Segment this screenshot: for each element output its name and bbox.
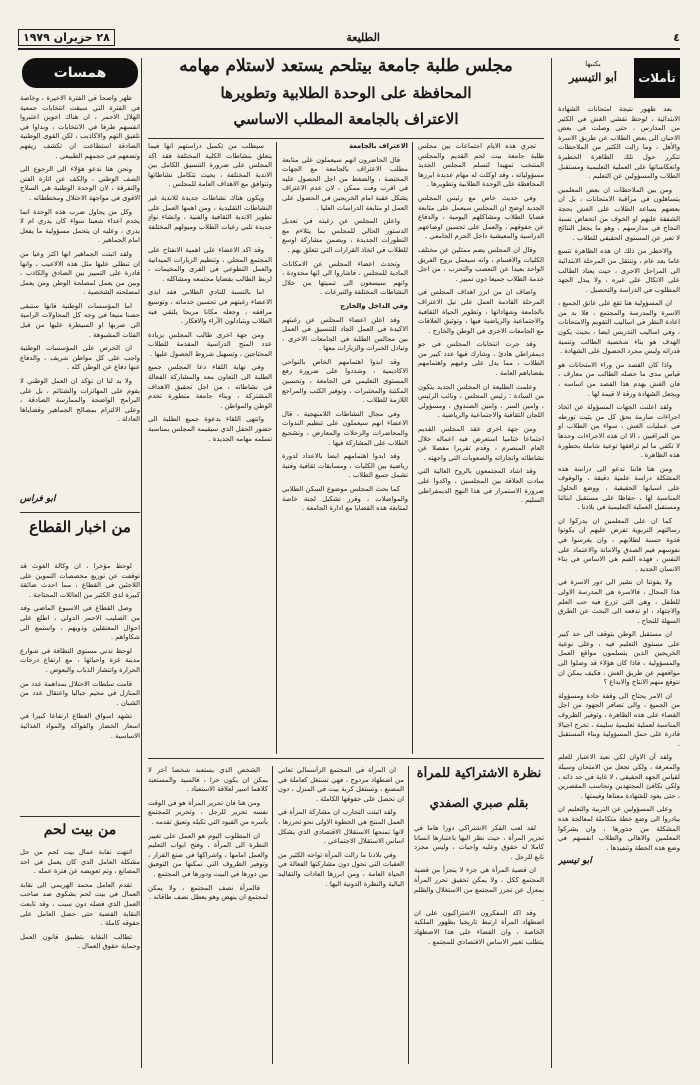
issue-date: ٢٨ حزيران ١٩٧٩: [18, 29, 115, 46]
main-subheadline-1: المحافظة على الوحدة الطلابية وتطويرها: [220, 84, 472, 102]
paragraph: فالمرأة نصف المجتمع ، ولا يمكن لمجتمع ان ينهض وهو يعطل نصف طاقاته .: [148, 883, 268, 902]
paragraph: وقد اشاد المجتمعون بالروح العالية التي سادت العلاقة بين المجلسين ، واكدوا على ضرورة الاستمرار في هذا النهج الديمقراطي السليم .: [418, 467, 544, 505]
paragraph: ويكون هناك نشاطات جديدة للاندية غير النشاطات التقليدية ، ومن اهمها العمل على تطوير الاندية الثقافية والفنية ، وانشاء نوادٍ جديدة تلبي رغبات الطلاب وميولهم المختلفة .: [148, 193, 272, 241]
author-label: يكتبها: [585, 60, 601, 68]
main-article-column-3: [148, 142, 272, 754]
news-item: وصل القطاع في الاسبوع الماضي وفد من الصليب الاحمر الدولي ، اطلع على احوال المعتقلين وذويهم ، واستمع الى شكاواهم .: [20, 604, 140, 642]
paragraph: وكل من يحاول ضرب هذه الوحدة انما يخدم اعداء شعبنا سواء كان يدري ام لا يدري ، وعليه ان يتحمل مسؤولية ما يفعل امام الجماهير .: [20, 207, 140, 245]
paragraph: ومن هنا فاننا ندعو الى دراسة هذه المشكلة دراسة علمية دقيقة ، والوقوف على اسبابها الحقيقية ، ووضع الحلول المناسبة لها ، حفاظا على مستقبل ابنائنا ومستقبل العملية التعليمية في بلادنا .: [558, 464, 680, 512]
page-number: ٤: [673, 31, 680, 44]
main-headline: مجلس طلبة جامعة بيتلحم يستعد لاستلام مهامه: [179, 56, 513, 76]
paragraph: ان الامر يحتاج الى وقفة جادة ومسؤولة من الجميع ، والى تضافر الجهود من اجل القضاء على هذه الظاهرة ، وتوفير الظروف المناسبة لعملية تعليمية سليمة ، تخرج اجيالا قادرة على حمل المسؤولية وبناء المستقبل .: [558, 691, 680, 748]
paragraph: ان الحرص على المؤسسات الوطنية واجب على كل مواطن شريف ، والدفاع عنها دفاع عن الوطن كله .: [20, 344, 140, 372]
main-article-column-2: [282, 142, 408, 754]
paragraph: سيطلب من تكميل دراستهم انها فيما يتعلق بنشاطات الكلية المختلفة فقد اكد المجلس على ضرورة التنسيق الكامل بين الاندية المختلفة ، بحيث تتكامل نشاطاتها وتتوافق مع الاهداف العامة للمجلس .: [148, 142, 272, 189]
bethlehem-news-list: [20, 848, 140, 1064]
paragraph: واضاف ان من ابرز اهداف المجلس في المرحلة القادمة العمل على نيل الاعتراف بالجامعة وشهاداتها ، وتطوير الحياة الثقافية والاجتماعية والرياضية فيها ، وتوثيق العلاقات مع الجامعات الاخرى في الوطن والخارج .: [418, 288, 544, 335]
paragraph: وانتهى اللقاء بدعوة جميع الطلبة الى حضور الحفل الذي سيقيمه المجلس بمناسبة تسلمه مهامه الجديدة .: [148, 415, 272, 443]
paragraph: وفي بلادنا ما زالت المرأة تواجه الكثير من العقبات التي تحول دون مشاركتها الفعالة في الحياة العامة ، ومن ابرزها العادات والتقاليد البالية والنظرة الدونية اليها .: [278, 850, 404, 888]
paragraph: وفي حديث خاص مع رئيس المجلس الجديد اوضح ان المجلس سيعمل على متابعة قضايا الطلاب ومشاكلهم اليومية ، والدفاع عن حقوقهم ، والعمل على تحسين اوضاعهم الدراسية والمعيشية داخل الحرم الجامعي .: [418, 193, 544, 241]
column-divider: [272, 766, 273, 1064]
article-separator: [148, 758, 544, 759]
gaza-news-title: من اخبار القطاع: [29, 518, 131, 536]
column-divider: [551, 58, 552, 1068]
left-column-signature: ابو فراس: [20, 494, 56, 504]
paragraph: ان المطلوب اليوم هو العمل على تغيير النظرة الى المرأة ، وفتح ابواب التعليم والعمل امامها ، واشراكها في صنع القرار ، وتوفير الظروف التي تمكنها من التوفيق بين دورها في البيت ودورها في المجتمع .: [148, 831, 268, 878]
women-article-byline: بقلم صبري الصفدي: [429, 796, 529, 810]
paragraph: ولقد اثبتت الجماهير انها اكثر وعيا من ان تنطلي عليها مثل هذه الالاعيب ، وانها قادرة على التمييز بين الصادق والكاذب ، وبين من يعمل لمصلحة الوطن ومن يعمل لمصلحته الشخصية .: [20, 249, 140, 297]
paragraph: ان المرأة في المجتمع الرأسمالي تعاني من اضطهاد مزدوج ، فهي تستغل كعاملة في المصنع ، وتستغل كربة بيت في المنزل ، دون ان تحصل على حقوقها الكاملة .: [278, 766, 404, 803]
right-column-text: [558, 105, 680, 1065]
paragraph: كما بحث المجلس موضوع السكن الطلابي والمواصلات ، وقرر تشكيل لجنة خاصة لمتابعة هذه القضايا مع ادارة الجامعة .: [282, 485, 408, 513]
paragraph: ومن جهة اخرى طالب المجلس بزيادة عدد المنح الدراسية المقدمة للطلاب المحتاجين ، وتسهيل شروط الحصول عليها .: [148, 330, 272, 358]
section-rule: [20, 512, 140, 513]
paragraph: وقد ابدوا اهتمامهم الخاص بالنواحي الاكاديمية ، وشددوا على ضرورة رفع المستوى التعليمي في الجامعة ، وتحسين المكتبة والمختبرات ، وتوفير الكتب والمراجع اللازمة للطلاب .: [282, 357, 408, 405]
paragraph: بعد ظهور نتيجة امتحانات الشهادة الابتدائية ، لوحظ تفشي الغش في الكثير من المدارس ، حتى وصلت في بعض الاحيان الى بعض الطلاب عن طريق الاسرة والأهل ، وما زالت الكثير من الملاحظات تتكرر حول تلك الظاهرة الخطيرة وانعكاساتها على العملية التعليمية ومستقبل الطلاب والمسؤولين عن التعليم .: [558, 105, 680, 181]
column-logo-word: تأملات: [634, 58, 680, 98]
paragraph: ومن بين الملاحظات ان بعض المعلمين يتساهلون في مراقبة الامتحانات ، بل ان بعضهم يساعد الطلاب على الغش بحجة الشفقة عليهم او الخوف من انخفاض نسبة النجاح في مدارسهم ، وهو ما يجعل النتائج لا تعبر عن المستوى الحقيقي للطلاب .: [558, 185, 680, 242]
right-column-signature: ابو تيسير: [558, 856, 592, 867]
paragraph: والاخطر من ذلك ان هذه الظاهرة تتسع عاما بعد عام ، وتنتقل من المرحلة الابتدائية الى المراحل الاخرى ، حيث يعتاد الطالب على الاتكال على غيره ، ولا يبذل الجهد المطلوب في الدراسة والتحصيل .: [558, 247, 680, 294]
paragraph: ولقد آن الاوان لكي نعيد الاعتبار للعلم والمعرفة ، ولكي نجعل من الامتحان وسيلة لقياس الجهد الحقيقي ، لا غاية في حد ذاته ، ولكي نكافئ المجتهدين ونحاسب المقصرين ، حتى يعود للشهادة معناها وقيمتها .: [558, 753, 680, 800]
women-article-column-3: [148, 766, 268, 1064]
paragraph: وتحدث اعضاء المجلس عن الامكانات المادية للمجلس ، فاشاروا الى انها محدودة ، وانهم سيسعون الى تنميتها من خلال النشاطات المختلفة والتبرعات .: [282, 259, 408, 297]
paragraph: ولقد اثبتت التجارب ان مشاركة المرأة في العمل المنتج هي الخطوة الاولى نحو تحررها ، لانها تمنحها الاستقلال الاقتصادي الذي يشكل اساس الاستقلال الاجتماعي .: [278, 808, 404, 846]
women-article-column-1: [414, 824, 544, 1064]
author-name: أبو التيسير: [569, 71, 617, 84]
paragraph: ان المسؤولية هنا تقع على عاتق الجميع ، الاسرة والمدرسة والمجتمع ، فلا بد من اعادة النظر في اساليب التقويم والامتحانات ، وفي اساليب التدريس ايضا ، بحيث يكون الهدف هو بناء شخصية الطالب وتنمية قدراته وليس مجرد الحصول على الشهادة .: [558, 299, 680, 356]
paragraph: واذا كان القصد من وراء الامتحانات هو قياس مدى ما حصله الطالب من معارف ، فان الغش يهدم هذا القصد من اساسه ، ويجعل الشهادة ورقة لا قيمة لها .: [558, 360, 680, 398]
main-article-column-1: [418, 142, 544, 754]
paragraph: ان قضية المرأة هي جزء لا يتجزأ من قضية المجتمع ككل ، ولا يمكن تحقيق تحرر المرأة بمعزل عن تحرر المجتمع من الاستغلال والظلم .: [414, 866, 544, 904]
bethlehem-news-title: من بيت لحم: [43, 822, 117, 838]
paragraph: وقد جرت انتخابات المجلس في جو ديمقراطي هادئ ، وشارك فيها عدد كبير من الطلاب ، مما يدل على وعيهم واهتمامهم بقضاياهم العامة .: [418, 340, 544, 378]
paragraph: اما بالنسبة للنادي الطلابي فقد ابدى الاعضاء رغبتهم في تحسين خدماته ، وتوسيع مرافقه ، وجعله مكانا مريحا يلتقي فيه الطلاب ويتبادلون الآراء والافكار .: [148, 288, 272, 326]
paragraph: اما المؤسسات الوطنية فانها ستبقى حصنا منيعا في وجه كل المحاولات الرامية الى ضربها او السيطرة عليها من قبل الفئات المشبوهة .: [20, 301, 140, 339]
column-divider: [276, 142, 277, 754]
paragraph: ولقد اعلنت الجهات المسؤولة عن اتخاذ اجراءات صارمة بحق كل من يثبت تورطه في عمليات الغش ، سواء من الطلاب او من المراقبين ، الا ان هذه الاجراءات وحدها لا تكفي ما لم ترافقها توعية شاملة بخطورة هذه الظاهرة .: [558, 403, 680, 460]
paragraph: ونحن هنا ندعو هؤلاء الى الرجوع الى الصف الوطني ، والكف عن اثارة الفتن والتفرقة ، لان الوحدة الوطنية هي السلاح الاقوى في مواجهة الاحتلال ومخططاته .: [20, 165, 140, 202]
whispers-logo: همسات: [22, 58, 138, 88]
subheading: الاعتراف بالجامعة: [349, 142, 408, 150]
women-article-headline: نظرة الاشتراكية للمرأة: [416, 766, 542, 781]
paragraph: ولا بد لنا ان نؤكد ان العمل الوطني لا يقوم على المهاترات والشتائم ، بل على البرامج الواضحة والممارسة الصادقة ، وعلى الالتزام بمصالح الجماهير وقضاياها العادلة .: [20, 377, 140, 424]
paragraph: كما ان على المعلمين ان يدركوا ان رسالتهم التربوية تفرض عليهم ان يكونوا قدوة حسنة لطلابهم ، وان يغرسوا في نفوسهم قيم الصدق والامانة والاعتماد على النفس ، فهذه القيم هي الاساس في بناء الانسان الجديد .: [558, 516, 680, 573]
paragraph: ومن جهة اخرى عقد المجلس القديم اجتماعا ختاميا استعرض فيه اعماله خلال العام المنصرم ، وقدم تقريرا مفصلا عن نشاطاته وانجازاته والصعوبات التي واجهته .: [418, 425, 544, 462]
paragraph: وقد اعلن اعضاء المجلس عن رغبتهم الاكيدة في العمل الجاد للتنسيق في العمل بين مجالس الطلبة في الجامعات الاخرى ، وتبادل الخبرات والزيارات معها .: [282, 315, 408, 353]
paragraph: وعلى المسؤولين عن التربية والتعليم ان يبادروا الى وضع خطة متكاملة لمعالجة هذه المشكلة من جذورها ، وان يشركوا المعلمين والاهالي والطلاب انفسهم في وضع هذه الخطة وتنفيذها .: [558, 805, 680, 852]
headline-rule: [148, 138, 544, 139]
left-column-intro: [20, 94, 140, 494]
paragraph: لقد لعب الفكر الاشتراكي دورا هاما في تحرير المرأة ، حيث نظر اليها باعتبارها انسانا كاملا له حقوق وعليه واجبات ، وليس مجرد تابع للرجل .: [414, 824, 544, 861]
paragraph: وقد ابدوا اهتمامهم ايضا بالاعداد لدورة رياضية بين الكليات ، ومسابقات ثقافية وفنية تشمل جميع الطلاب .: [282, 452, 408, 480]
gaza-news-list: [20, 562, 140, 812]
paper-name: الطليعة: [346, 31, 380, 44]
paragraph: واعلن المجلس عن رغبته في تعديل الدستور الحالي للمجلس بما يتلاءم مع التطورات الجديدة ، ويضمن مشاركة اوسع للطلاب في اتخاذ القرارات التي تتعلق بهم .: [282, 217, 408, 254]
paragraph: تجري هذه الايام اجتماعات بين مجلس طلبة جامعة بيت لحم القديم والمجلس المنتخب تمهيدا لتسلم المجلس الجديد مسؤولياته ، وقد اوكلت له مهام عديدة ابرزها المحافظة على الوحدة الطلابية وتطويرها .: [418, 142, 544, 189]
paragraph: وقد اكد المفكرون الاشتراكيون على ان اضطهاد المرأة ارتبط تاريخيا بظهور الملكية الخاصة ، وان القضاء على هذا الاضطهاد يتطلب تغيير الاساس الاقتصادي للمجتمع .: [414, 908, 544, 946]
news-item: لوحظ مؤخرا ، ان وكالة الغوث قد توقفت عن توزيع مخصصات التموين على اللاجئين في القطاع ، مما احدث ضائقة كبيرة لدى الكثير من العائلات المحتاجة .: [20, 562, 140, 599]
paragraph: ولا يفوتنا ان نشير الى دور الاسرة في هذا المجال ، فالاسرة هي المدرسة الاولى للطفل ، وهي التي تزرع فيه حب العلم والاجتهاد ، او تدفعه الى البحث عن الطرق السهلة للنجاح .: [558, 578, 680, 625]
section-rule: [20, 816, 140, 817]
column-logo: [558, 58, 680, 98]
paragraph: وقال ان المجلس يضم ممثلين عن مختلف الكليات والاقسام ، وانه سيعمل بروح الفريق الواحد بعيدا عن التعصب والتحزب ، من اجل خدمة الطلاب جميعا دون تمييز .: [418, 245, 544, 283]
news-item: تشهد اسواق القطاع ارتفاعا كبيرا في اسعار الخضار والفواكه والمواد الغذائية الاساسية .: [20, 712, 140, 740]
paragraph: الشخص الذي يستعبد شخصا آخر لا يمكن ان يكون حرا ، فالسيد والمستعبد كلاهما اسير لعلاقة الاستعباد .: [148, 766, 268, 794]
paragraph: ومن هنا فان تحرير المرأة هو في الوقت نفسه تحرير للرجل ، وتحرير للمجتمع بأسره من القيود التي تكبله وتعيق تقدمه .: [148, 798, 268, 826]
news-item: انتهت نقابة عمال بيت لحم من حل مشكلة العامل الذي كان يعمل في احد المصانع ، وتم تعويضه عن فترة عمله .: [20, 848, 140, 876]
news-item: قامت سلطات الاحتلال بمداهمة عدد من المنازل في مخيم جباليا واعتقال عدد من الشبان .: [20, 679, 140, 707]
women-article-column-2: [278, 766, 404, 1064]
column-divider: [141, 58, 142, 1068]
column-divider: [408, 766, 409, 1064]
subheading: وفي الداخل والخارج: [340, 301, 408, 310]
news-item: لوحظ تدني مستوى النظافة في شوارع مدينة غزة واحيائها ، مع ارتفاع درجات الحرارة وانتشار الذباب والبعوض .: [20, 646, 140, 674]
column-divider: [412, 142, 413, 754]
page-header: [18, 28, 680, 50]
paragraph: ان مستقبل الوطن يتوقف الى حد كبير على مستوى التعليم فيه ، وعلى نوعية الخريجين الذين يتسلمون مواقع العمل والمسؤولية ، فاذا كان هؤلاء قد وصلوا الى مواقعهم عن طريق الغش ، فكيف يمكن ان نتوقع منهم الانتاج والابداع ؟: [558, 630, 680, 687]
news-item: تطالب النقابة بتطبيق قانون العمل وحماية حقوق العمال .: [20, 932, 140, 951]
news-item: تقدم العامل محمد الهريمي الى نقابة العمال في بيت لحم بشكوى ضد صاحب العمل الذي فصله دون سبب ، وقد تابعت النقابة القضية حتى حصل العامل على حقوقه كاملة .: [20, 880, 140, 928]
main-subheadline-2: الاعتراف بالجامعة المطلب الاساسي: [233, 110, 459, 128]
paragraph: قال الحاضرون انهم سيعملون على متابعة مطلب الاعتراف بالجامعة مع الجهات المختصة ، والضغط من اجل الحصول عليه في اقرب وقت ممكن ، لان عدم الاعتراف يشكل عقبة امام الخريجين في الحصول على العمل او متابعة الدراسات العليا .: [282, 155, 408, 212]
paragraph: ظهر واضحا في الفترة الاخيرة ، وخاصة في الفترة التي سبقت انتخابات جمعية الهلال الاحمر ، ان هناك اخوين اعتبروا انفسهم طرفا في الانتخابات ، وبداوا في تلفيق التهم والاكاذيب ، لكن القوى الوطنية الصادقة استطاعت ان تكشف زيفهم وتضعهم في حجمهم الطبيعي .: [20, 94, 140, 160]
paragraph: وعلمت الطليعة ان المجلس الجديد يتكون من السادة : رئيس المجلس ، ونائب الرئيس ، وامين السر ، وامين الصندوق ، ومسؤولي اللجان الثقافية والاجتماعية والرياضية .: [418, 382, 544, 420]
paragraph: وفي مجال النشاطات اللامنهجية ، قال الاعضاء انهم سيعملون على تنظيم الندوات والمحاضرات والرحلات والمعارض ، وتشجيع الطلاب على المشاركة فيها .: [282, 409, 408, 447]
paragraph: وقد اكد الاعضاء على اهمية الانفتاح على المجتمع المحلي ، وتنظيم الزيارات الميدانية والعمل التطوعي في القرى والمخيمات ، لربط الطالب بقضايا مجتمعه ومشاكله .: [148, 245, 272, 283]
paragraph: وفي نهاية اللقاء دعا المجلس جميع الطلبة الى التعاون معه والمشاركة الفعالة في نشاطاته ، من اجل تحقيق الاهداف المشتركة ، وبناء جامعة متطورة تخدم الوطن والمواطن .: [148, 363, 272, 410]
